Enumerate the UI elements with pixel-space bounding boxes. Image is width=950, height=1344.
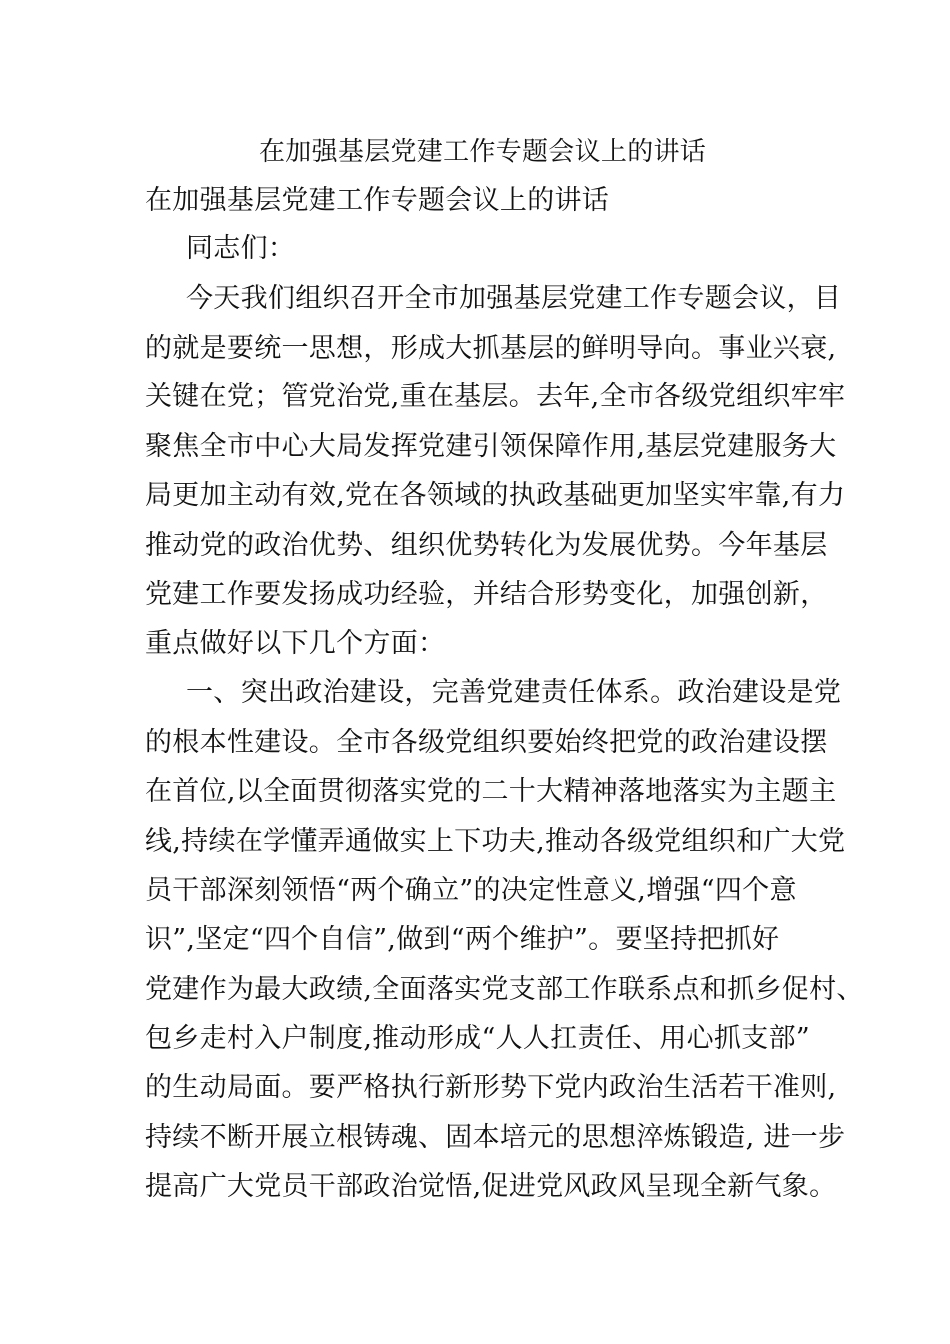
paragraph-line: 提高广大党员干部政治觉悟,促进党风政风呈现全新气象。	[145, 1171, 837, 1202]
document-subtitle: 在加强基层党建工作专题会议上的讲话	[145, 185, 610, 216]
paragraph-line: 党建工作要发扬成功经验，并结合形势变化，加强创新，	[145, 579, 828, 610]
paragraph-line: 持续不断开展立根铸魂、固本培元的思想淬炼锻造, 进一步	[145, 1122, 846, 1153]
salutation: 同志们：	[186, 233, 296, 264]
paragraph-line: 局更加主动有效,党在各领域的执政基础更加坚实牢靠,有力	[145, 480, 846, 511]
paragraph-line: 一、突出政治建设，完善党建责任体系。政治建设是党	[186, 677, 842, 708]
paragraph-line: 的根本性建设。全市各级党组织要始终把党的政治建设摆	[145, 727, 828, 758]
paragraph-line: 员干部深刻领悟“两个确立”的决定性意义,增强“四个意	[145, 875, 797, 906]
paragraph-line: 关键在党；管党治党,重在基层。去年,全市各级党组织牢牢	[145, 381, 846, 412]
paragraph-line: 聚焦全市中心大局发挥党建引领保障作用,基层党建服务大	[145, 431, 837, 462]
paragraph-line: 的生动局面。要严格执行新形势下党内政治生活若干准则,	[145, 1072, 837, 1103]
paragraph-line: 线,持续在学懂弄通做实上下功夫,推动各级党组织和广大党	[145, 826, 846, 857]
paragraph-line: 识”,坚定“四个自信”,做到“两个维护”。要坚持把抓好	[145, 924, 780, 955]
paragraph-line: 今天我们组织召开全市加强基层党建工作专题会议，目	[186, 283, 842, 314]
paragraph-line: 重点做好以下几个方面：	[145, 628, 446, 659]
document-title: 在加强基层党建工作专题会议上的讲话	[259, 137, 707, 167]
paragraph-line: 包乡走村入户制度,推动形成“人人扛责任、用心抓支部”	[145, 1023, 810, 1054]
paragraph-line: 党建作为最大政绩,全面落实党支部工作联系点和抓乡促村、	[145, 974, 864, 1005]
paragraph-line: 的就是要统一思想，形成大抓基层的鲜明导向。事业兴衰,	[145, 333, 837, 364]
paragraph-line: 在首位,以全面贯彻落实党的二十大精神落地落实为主题主	[145, 776, 837, 807]
paragraph-line: 推动党的政治优势、组织优势转化为发展优势。今年基层	[145, 530, 828, 561]
